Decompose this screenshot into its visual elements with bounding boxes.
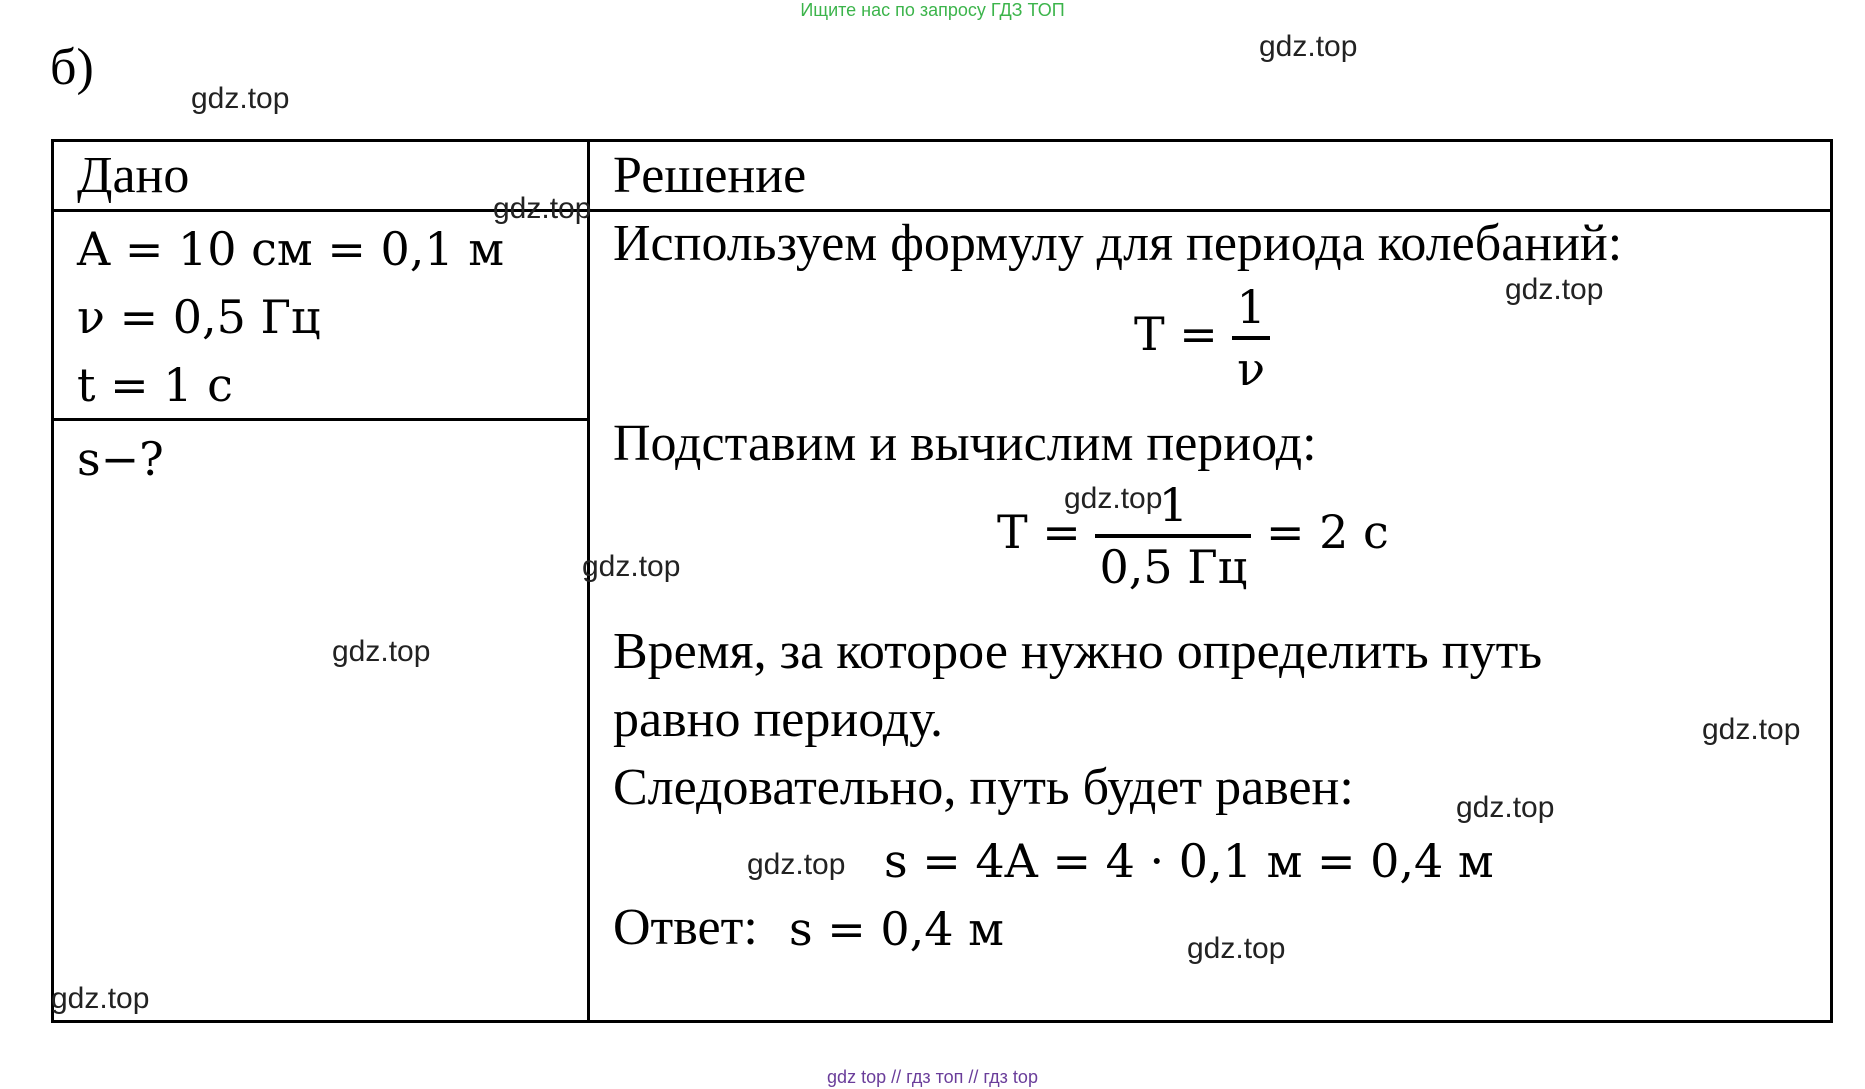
- period-formula-fraction: [1232, 280, 1269, 396]
- period-formula-numerator: 1: [1236, 280, 1266, 334]
- fraction-bar: [1095, 534, 1251, 538]
- problem-number: б): [50, 39, 94, 96]
- period-formula-lhs: T =: [1134, 307, 1218, 361]
- period-calculation-denominator: 0,5 Гц: [1099, 540, 1248, 594]
- period-calculation: [997, 478, 1389, 594]
- watermark: gdz.top: [1064, 482, 1163, 515]
- answer-label: Ответ:: [613, 899, 758, 956]
- distance-formula: s = 4A = 4 · 0,1 м = 0,4 м: [884, 834, 1494, 888]
- watermark: gdz.top: [51, 982, 150, 1015]
- watermark: gdz.top: [1259, 30, 1358, 63]
- solution-text-substitute: Подставим и вычислим период:: [613, 415, 1317, 472]
- watermark: gdz.top: [1187, 932, 1286, 965]
- top-banner: Ищите нас по запросу ГДЗ ТОП: [800, 0, 1065, 20]
- given-header: Дано: [77, 147, 190, 204]
- solution-text-formula-intro: Используем формулу для периода колебаний:: [613, 215, 1623, 272]
- solution-text-period: равно периоду.: [613, 691, 943, 748]
- watermark: gdz.top: [1702, 713, 1801, 746]
- given-frequency: ν = 0,5 Гц: [77, 290, 321, 344]
- watermark: gdz.top: [1505, 273, 1604, 306]
- watermark: gdz.top: [332, 635, 431, 668]
- given-amplitude: A = 10 см = 0,1 м: [77, 222, 505, 276]
- watermark: gdz.top: [582, 550, 681, 583]
- solution-text-time: Время, за которое нужно определить путь: [613, 623, 1543, 680]
- period-calculation-numerator: 1: [1158, 478, 1189, 532]
- watermark: gdz.top: [1456, 791, 1555, 824]
- answer-value: s = 0,4 м: [789, 902, 1004, 956]
- period-calculation-result: = 2 c: [1265, 505, 1389, 559]
- given-time: t = 1 c: [77, 358, 233, 412]
- watermark: gdz.top: [747, 848, 846, 881]
- find-distance: s−?: [77, 432, 164, 486]
- watermark: gdz.top: [493, 192, 592, 225]
- period-formula-denominator: ν: [1237, 342, 1266, 396]
- watermark: gdz.top: [191, 82, 290, 115]
- header-divider: [54, 209, 1830, 212]
- period-calculation-lhs: T =: [997, 505, 1081, 559]
- period-formula: [1134, 280, 1270, 396]
- given-find-divider: [54, 418, 590, 421]
- footer-links: gdz top // гдз топ // гдз top: [827, 1067, 1038, 1087]
- solution-header: Решение: [613, 147, 807, 204]
- fraction-bar: [1232, 336, 1269, 340]
- solution-text-therefore: Следовательно, путь будет равен:: [613, 759, 1354, 816]
- solution-table: [51, 139, 1833, 1023]
